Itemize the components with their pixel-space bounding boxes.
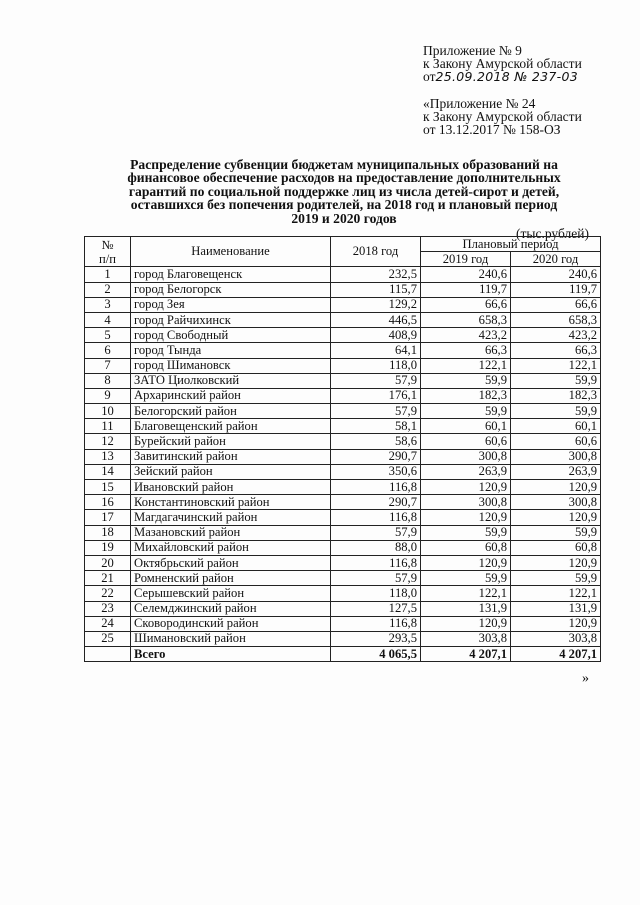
header-number-symbol: № (101, 237, 114, 252)
table-row (85, 586, 601, 601)
value-2019: 240,6 (421, 267, 511, 282)
table-row (85, 555, 601, 570)
value-2020: 182,3 (511, 388, 601, 403)
value-2020: 59,9 (511, 571, 601, 586)
municipality-name: Ивановский район (131, 480, 331, 495)
handwritten-date: 25.09.2018 № 237-03 (435, 69, 578, 84)
row-number: 17 (85, 510, 131, 525)
municipality-name: Ромненский район (131, 571, 331, 586)
value-2019: 658,3 (421, 312, 511, 327)
value-2020: 66,6 (511, 297, 601, 312)
value-2020: 240,6 (511, 267, 601, 282)
title-line-4: оставшихся без попечения родителей, на 2018 год и плановый период (130, 197, 558, 213)
value-2019: 59,9 (421, 404, 511, 419)
title-line-5: 2019 и 2020 годов (291, 210, 397, 226)
value-2020: 300,8 (511, 449, 601, 464)
value-2018: 118,0 (331, 358, 421, 373)
table-row (85, 449, 601, 464)
value-2019: 66,6 (421, 297, 511, 312)
municipality-name: город Тында (131, 343, 331, 358)
value-2020: 122,1 (511, 358, 601, 373)
table-row (85, 495, 601, 510)
value-2019: 122,1 (421, 586, 511, 601)
total-row-number (85, 647, 131, 662)
row-number: 20 (85, 555, 131, 570)
row-number: 24 (85, 616, 131, 631)
value-2018: 116,8 (331, 480, 421, 495)
value-2018: 116,8 (331, 555, 421, 570)
table-row (85, 404, 601, 419)
municipality-name: Шимановский район (131, 631, 331, 646)
table-row (85, 358, 601, 373)
value-2020: 120,9 (511, 480, 601, 495)
value-2019: 263,9 (421, 464, 511, 479)
header-number (85, 237, 131, 267)
table-row (85, 343, 601, 358)
value-2018: 293,5 (331, 631, 421, 646)
row-number: 21 (85, 571, 131, 586)
municipality-name: Белогорский район (131, 404, 331, 419)
table-row (85, 540, 601, 555)
table-row (85, 373, 601, 388)
header-2020: 2020 год (511, 252, 601, 267)
row-number: 14 (85, 464, 131, 479)
header-2018: 2018 год (331, 237, 421, 267)
table-row (85, 464, 601, 479)
closing-quote: » (582, 671, 589, 686)
municipality-name: город Белогорск (131, 282, 331, 297)
table-body (85, 267, 601, 662)
value-2020: 119,7 (511, 282, 601, 297)
row-number: 19 (85, 540, 131, 555)
value-2018: 232,5 (331, 267, 421, 282)
row-number: 25 (85, 631, 131, 646)
appendix-24-law: к Закону Амурской области (423, 109, 582, 124)
value-2020: 423,2 (511, 328, 601, 343)
value-2020: 120,9 (511, 555, 601, 570)
value-2019: 182,3 (421, 388, 511, 403)
row-number: 9 (85, 388, 131, 403)
table-row (85, 525, 601, 540)
total-row (85, 647, 601, 662)
appendix-24-date: от 13.12.2017 № 158-ОЗ (423, 122, 561, 137)
table-row (85, 571, 601, 586)
value-2020: 59,9 (511, 525, 601, 540)
municipality-name: Завитинский район (131, 449, 331, 464)
value-2018: 64,1 (331, 343, 421, 358)
municipality-name: Архаринский район (131, 388, 331, 403)
municipality-name: Благовещенский район (131, 419, 331, 434)
value-2019: 300,8 (421, 495, 511, 510)
table-row (85, 434, 601, 449)
appendix-24-header (423, 97, 582, 136)
value-2020: 300,8 (511, 495, 601, 510)
value-2018: 408,9 (331, 328, 421, 343)
value-2019: 120,9 (421, 616, 511, 631)
row-number: 3 (85, 297, 131, 312)
row-number: 23 (85, 601, 131, 616)
value-2019: 300,8 (421, 449, 511, 464)
title-line-1: Распределение субвенции бюджетам муниципальных образований на (130, 157, 558, 172)
value-2018: 116,8 (331, 616, 421, 631)
total-municipality-name: Всего (131, 647, 331, 662)
header-planned-period: Плановый период (421, 237, 601, 252)
value-2020: 120,9 (511, 616, 601, 631)
value-2020: 120,9 (511, 510, 601, 525)
appendix-9-title: Приложение № 9 (423, 43, 522, 58)
table-row (85, 480, 601, 495)
value-2018: 58,1 (331, 419, 421, 434)
row-number: 10 (85, 404, 131, 419)
value-2020: 59,9 (511, 404, 601, 419)
municipality-name: Мазановский район (131, 525, 331, 540)
row-number: 16 (85, 495, 131, 510)
municipality-name: Михайловский район (131, 540, 331, 555)
value-2019: 120,9 (421, 480, 511, 495)
municipality-name: город Благовещенск (131, 267, 331, 282)
row-number: 11 (85, 419, 131, 434)
value-2018: 88,0 (331, 540, 421, 555)
municipality-name: город Райчихинск (131, 312, 331, 327)
value-2020: 263,9 (511, 464, 601, 479)
value-2019: 59,9 (421, 525, 511, 540)
municipality-name: Константиновский район (131, 495, 331, 510)
header-2019: 2019 год (421, 252, 511, 267)
total-value-2018: 4 065,5 (331, 647, 421, 662)
value-2020: 658,3 (511, 312, 601, 327)
municipality-name: город Свободный (131, 328, 331, 343)
table-row (85, 419, 601, 434)
row-number: 7 (85, 358, 131, 373)
appendix-24-title: «Приложение № 24 (423, 96, 536, 111)
total-value-2020: 4 207,1 (511, 647, 601, 662)
subsidy-table (84, 236, 601, 662)
table-row (85, 601, 601, 616)
appendix-9-law: к Закону Амурской области (423, 56, 582, 71)
value-2020: 60,6 (511, 434, 601, 449)
row-number: 22 (85, 586, 131, 601)
appendix-9-date-line (423, 70, 582, 83)
row-number: 1 (85, 267, 131, 282)
document-title (88, 158, 600, 225)
municipality-name: Серышевский район (131, 586, 331, 601)
value-2018: 57,9 (331, 525, 421, 540)
value-2018: 129,2 (331, 297, 421, 312)
value-2018: 290,7 (331, 495, 421, 510)
table-row (85, 388, 601, 403)
header-number-abbr: п/п (99, 251, 116, 266)
value-2019: 120,9 (421, 510, 511, 525)
value-2019: 59,9 (421, 373, 511, 388)
value-2020: 131,9 (511, 601, 601, 616)
total-value-2019: 4 207,1 (421, 647, 511, 662)
value-2018: 58,6 (331, 434, 421, 449)
appendix-9-from: от (423, 69, 436, 84)
value-2018: 118,0 (331, 586, 421, 601)
value-2019: 66,3 (421, 343, 511, 358)
table-row (85, 616, 601, 631)
value-2018: 116,8 (331, 510, 421, 525)
value-2019: 120,9 (421, 555, 511, 570)
value-2019: 119,7 (421, 282, 511, 297)
value-2018: 446,5 (331, 312, 421, 327)
value-2020: 59,9 (511, 373, 601, 388)
row-number: 6 (85, 343, 131, 358)
value-2019: 60,1 (421, 419, 511, 434)
value-2019: 423,2 (421, 328, 511, 343)
value-2020: 66,3 (511, 343, 601, 358)
value-2019: 303,8 (421, 631, 511, 646)
municipality-name: Бурейский район (131, 434, 331, 449)
appendix-9-header (423, 44, 582, 83)
units-label: (тыс.рублей) (516, 226, 589, 241)
row-number: 5 (85, 328, 131, 343)
table-row (85, 510, 601, 525)
municipality-name: Сковородинский район (131, 616, 331, 631)
municipality-name: Октябрьский район (131, 555, 331, 570)
value-2018: 290,7 (331, 449, 421, 464)
title-line-2: финансовое обеспечение расходов на предоставление дополнительных (127, 170, 561, 186)
municipality-name: ЗАТО Циолковский (131, 373, 331, 388)
value-2020: 303,8 (511, 631, 601, 646)
value-2020: 122,1 (511, 586, 601, 601)
table-row (85, 267, 601, 282)
municipality-name: Магдагачинский район (131, 510, 331, 525)
row-number: 2 (85, 282, 131, 297)
value-2018: 350,6 (331, 464, 421, 479)
row-number: 18 (85, 525, 131, 540)
value-2019: 59,9 (421, 571, 511, 586)
value-2020: 60,1 (511, 419, 601, 434)
header-name: Наименование (131, 237, 331, 267)
value-2019: 60,8 (421, 540, 511, 555)
municipality-name: Зейский район (131, 464, 331, 479)
table-row (85, 282, 601, 297)
municipality-name: город Зея (131, 297, 331, 312)
title-line-3: гарантий по социальной поддержке лиц из числа детей-сирот и детей, (128, 183, 560, 199)
value-2020: 60,8 (511, 540, 601, 555)
value-2019: 60,6 (421, 434, 511, 449)
value-2018: 127,5 (331, 601, 421, 616)
value-2018: 57,9 (331, 404, 421, 419)
value-2018: 176,1 (331, 388, 421, 403)
table-row (85, 328, 601, 343)
value-2018: 115,7 (331, 282, 421, 297)
row-number: 12 (85, 434, 131, 449)
municipality-name: Селемджинский район (131, 601, 331, 616)
value-2018: 57,9 (331, 373, 421, 388)
table-row (85, 312, 601, 327)
row-number: 15 (85, 480, 131, 495)
row-number: 13 (85, 449, 131, 464)
value-2019: 131,9 (421, 601, 511, 616)
value-2019: 122,1 (421, 358, 511, 373)
table-row (85, 297, 601, 312)
value-2018: 57,9 (331, 571, 421, 586)
table-row (85, 631, 601, 646)
row-number: 4 (85, 312, 131, 327)
municipality-name: город Шимановск (131, 358, 331, 373)
row-number: 8 (85, 373, 131, 388)
